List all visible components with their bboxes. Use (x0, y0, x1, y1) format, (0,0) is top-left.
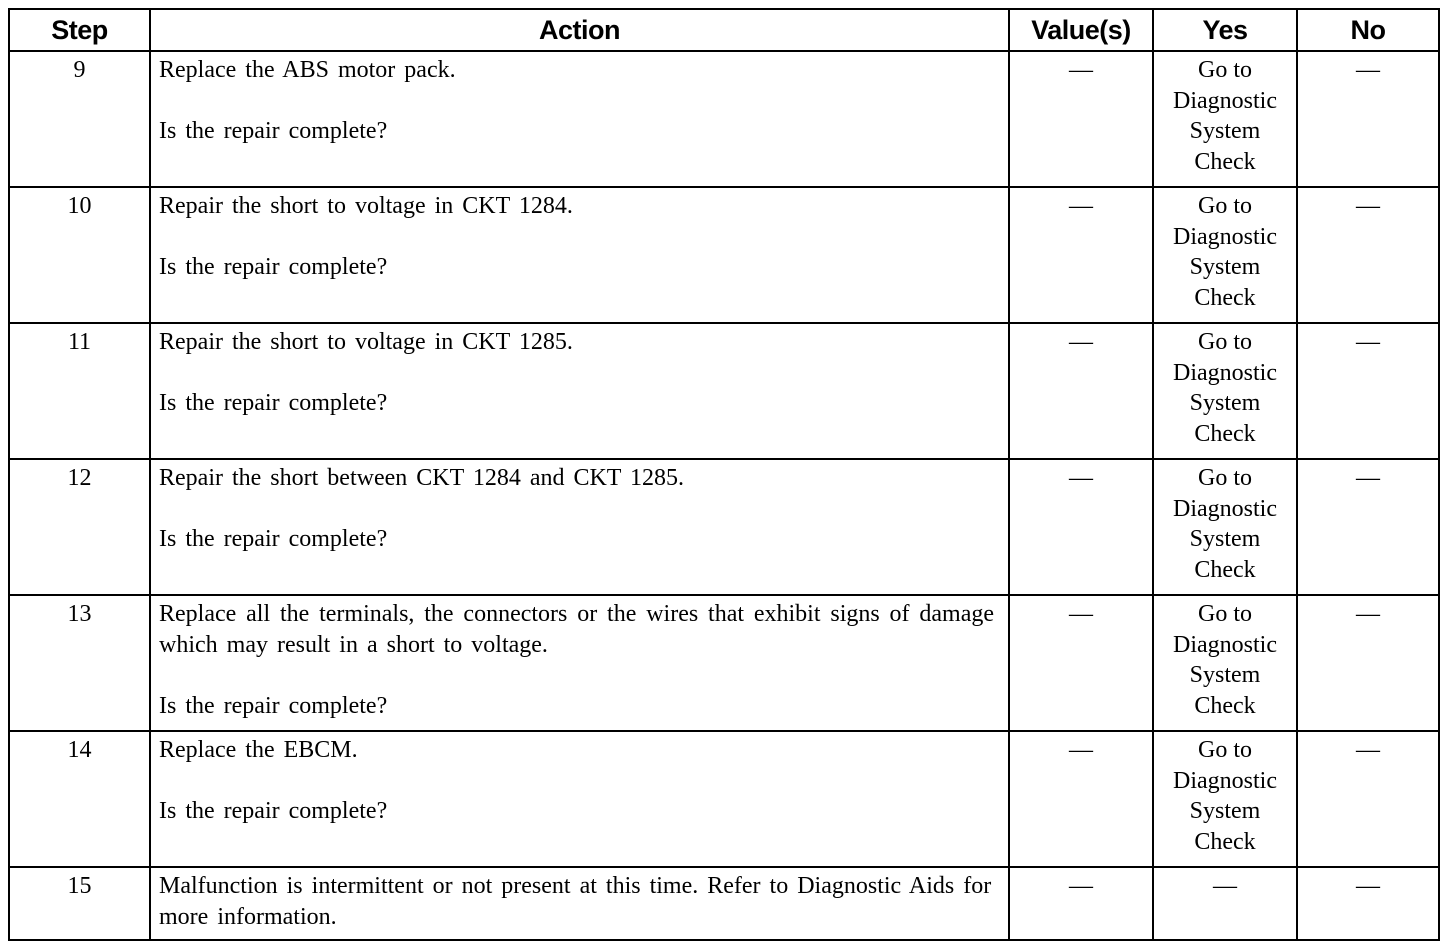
yes-line: System (1189, 254, 1261, 280)
step-number: 11 (9, 323, 150, 459)
header-values: Value(s) (1009, 9, 1153, 51)
header-no: No (1297, 9, 1439, 51)
yes-line: Go to (1198, 601, 1252, 627)
step-number: 12 (9, 459, 150, 595)
no-cell: — (1297, 595, 1439, 731)
yes-line: System (1189, 526, 1261, 552)
yes-line: Go to (1198, 57, 1252, 83)
header-step: Step (9, 9, 150, 51)
diagnostic-table (8, 8, 1440, 941)
value-cell: — (1009, 187, 1153, 323)
yes-cell (1153, 731, 1297, 867)
action-text: Replace the EBCM. (159, 737, 358, 763)
action-question: Is the repair complete? (159, 798, 388, 824)
table-row (9, 867, 1439, 940)
value-cell: — (1009, 867, 1153, 940)
yes-cell (1153, 187, 1297, 323)
yes-line: Diagnostic (1173, 223, 1277, 250)
action-text: Repair the short between CKT 1284 and CKT 1285. (159, 465, 685, 491)
value-cell: — (1009, 731, 1153, 867)
step-number: 13 (9, 595, 150, 731)
value-cell: — (1009, 595, 1153, 731)
action-question: Is the repair complete? (159, 526, 388, 552)
yes-cell (1153, 595, 1297, 731)
action-text: Repair the short to voltage in CKT 1285. (159, 329, 573, 355)
action-cell (150, 459, 1009, 595)
yes-line: Check (1194, 692, 1256, 719)
step-number: 10 (9, 187, 150, 323)
step-number: 15 (9, 867, 150, 940)
value-cell: — (1009, 51, 1153, 187)
yes-line: System (1189, 390, 1261, 416)
yes-line: System (1189, 662, 1261, 688)
action-text: Repair the short to voltage in CKT 1284. (159, 193, 573, 219)
action-cell (150, 187, 1009, 323)
action-text: Replace the ABS motor pack. (159, 57, 456, 83)
header-action: Action (150, 9, 1009, 51)
yes-cell (1153, 459, 1297, 595)
action-question: Is the repair complete? (159, 390, 388, 416)
header-row (9, 9, 1439, 51)
header-yes: Yes (1153, 9, 1297, 51)
yes-line: Go to (1198, 193, 1252, 219)
yes-cell: — (1153, 867, 1297, 940)
yes-line: Check (1194, 828, 1256, 855)
no-cell: — (1297, 731, 1439, 867)
no-cell: — (1297, 51, 1439, 187)
action-question: Is the repair complete? (159, 254, 388, 280)
yes-line: Go to (1198, 465, 1252, 491)
yes-line: Go to (1198, 329, 1252, 355)
yes-line: Check (1194, 420, 1256, 447)
yes-line: Check (1194, 556, 1256, 583)
table-row (9, 323, 1439, 459)
no-cell: — (1297, 323, 1439, 459)
action-cell (150, 595, 1009, 731)
table-row (9, 459, 1439, 595)
step-number: 9 (9, 51, 150, 187)
yes-line: Diagnostic (1173, 495, 1277, 522)
yes-line: Check (1194, 148, 1256, 175)
action-text: Replace all the terminals, the connectors or the wires that exhibit signs of damage which may result in a short to voltage. (159, 601, 994, 658)
action-cell (150, 867, 1009, 940)
step-number: 14 (9, 731, 150, 867)
table-row (9, 595, 1439, 731)
action-cell (150, 51, 1009, 187)
no-cell: — (1297, 867, 1439, 940)
action-question: Is the repair complete? (159, 118, 388, 144)
table-row (9, 51, 1439, 187)
yes-cell (1153, 51, 1297, 187)
action-question: Is the repair complete? (159, 692, 388, 719)
yes-line: Diagnostic (1173, 87, 1277, 114)
table-row (9, 187, 1439, 323)
yes-line: Diagnostic (1173, 631, 1277, 658)
yes-line: Diagnostic (1173, 767, 1277, 794)
no-cell: — (1297, 187, 1439, 323)
yes-line: Go to (1198, 737, 1252, 763)
yes-line: System (1189, 798, 1261, 824)
action-text: Malfunction is intermittent or not present at this time. Refer to Diagnostic Aids for more information. (159, 873, 992, 930)
value-cell: — (1009, 323, 1153, 459)
table-row (9, 731, 1439, 867)
action-cell (150, 323, 1009, 459)
action-cell (150, 731, 1009, 867)
yes-line: System (1189, 118, 1261, 144)
value-cell: — (1009, 459, 1153, 595)
no-cell: — (1297, 459, 1439, 595)
yes-line: Check (1194, 284, 1256, 311)
yes-cell (1153, 323, 1297, 459)
yes-line: Diagnostic (1173, 359, 1277, 386)
